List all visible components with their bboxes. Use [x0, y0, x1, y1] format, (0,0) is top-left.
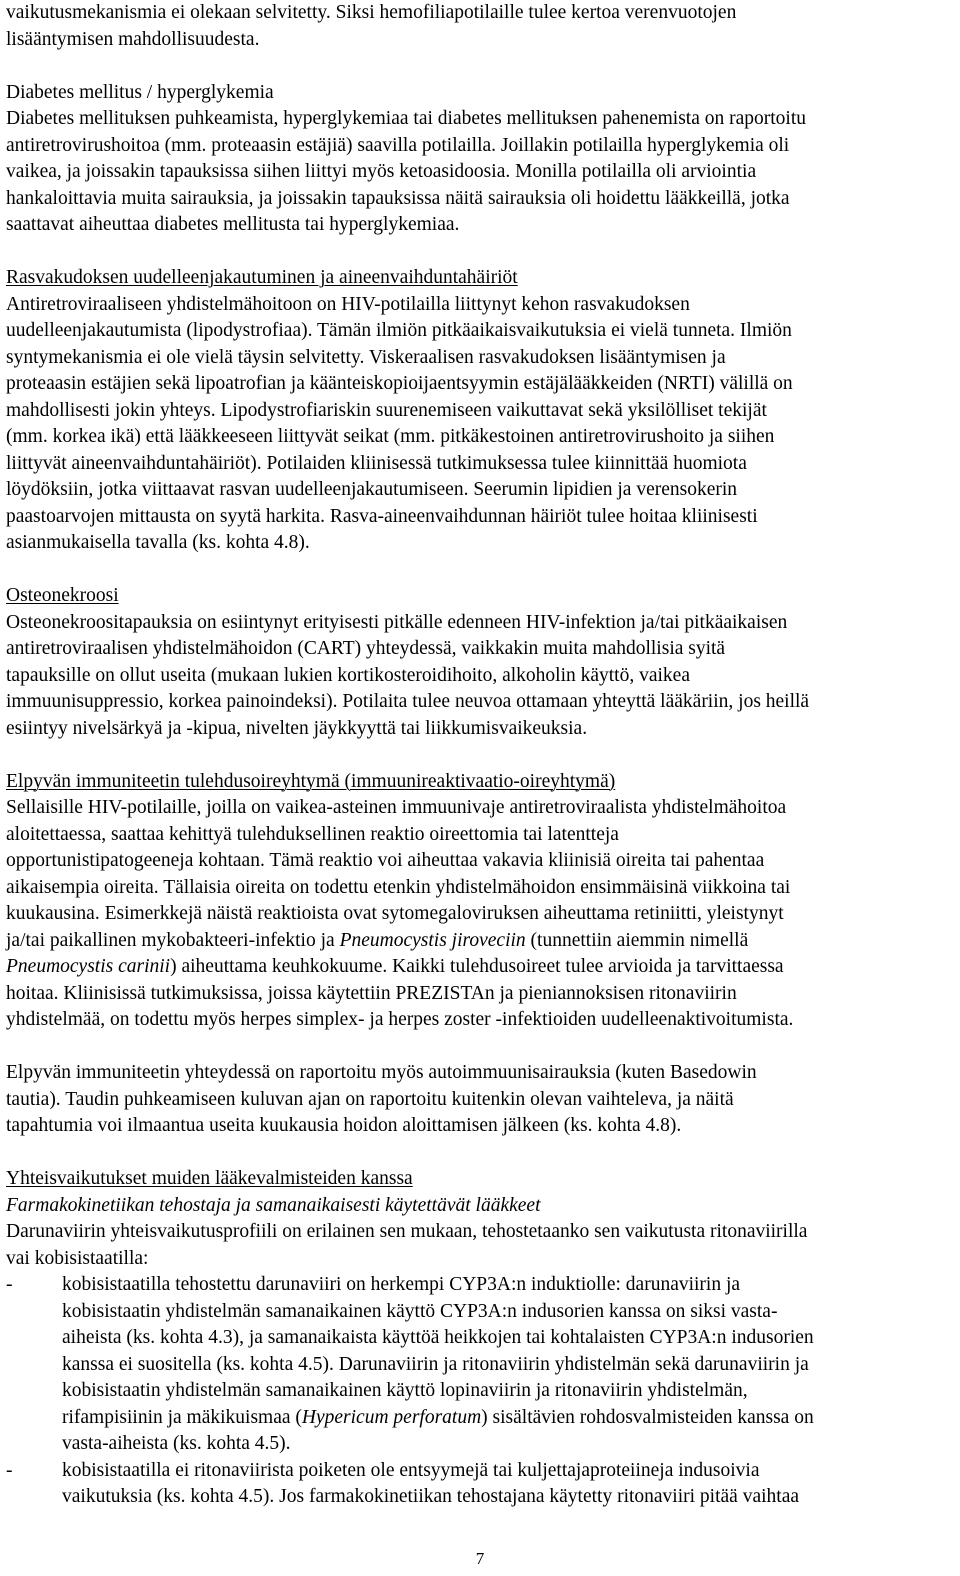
- text-line: aloitettaessa, saattaa kehittyä tulehduksellinen reaktio oireettomia tai latentteja: [6, 823, 619, 845]
- page-number: 7: [475, 1549, 485, 1568]
- text-run: ) aiheuttama keuhkokuume. Kaikki tulehdusoireet tulee arvioida ja tarvittaessa: [170, 956, 784, 977]
- text-line: hoitaa. Kliinisissä tutkimuksissa, joissa käytettiin PREZISTAn ja pieniannoksisen ritonaviirin: [6, 982, 737, 1004]
- text-line: hankaloittavia muita sairauksia, ja joissakin tapauksissa näitä sairauksia oli hoidettu lääkkeillä, jotka: [6, 187, 790, 209]
- list-item: [6, 1458, 952, 1511]
- text-line: kuukausina. Esimerkkejä näistä reaktioista ovat sytomegaloviruksen aiheuttama retiniitti, yleistynyt: [6, 903, 784, 924]
- text-line: antiretroviraalisen yhdistelmähoidon (CART) yhteydessä, vaikkakin muita mahdollisia syitä: [6, 638, 726, 659]
- list-dash: -: [6, 1459, 13, 1481]
- interactions-subheading: Farmakokinetiikan tehostaja ja samanaikaisesti käytettävät lääkkeet: [6, 1194, 541, 1216]
- intro-paragraph: [6, 0, 952, 53]
- text-line: Sellaisille HIV-potilaille, joilla on vaikea-asteinen immuunivaje antiretroviraalista yhdistelmähoitoa: [6, 797, 787, 818]
- text-line: Darunaviirin yhteisvaikutusprofiili on erilainen sen mukaan, tehostetaanko sen vaikutusta ritonaviirilla: [6, 1221, 808, 1242]
- text-run: ) sisältävien rohdosvalmisteiden kanssa on: [481, 1406, 814, 1428]
- interactions-heading: Yhteisvaikutukset muiden lääkevalmisteiden kanssa: [6, 1168, 413, 1189]
- diabetes-heading: Diabetes mellitus / hyperglykemia: [6, 81, 274, 103]
- text-line: tapauksille on ollut useita (mukaan lukien kortikosteroidihoito, alkoholin käyttö, vaikea: [6, 664, 690, 686]
- text-line: Elpyvän immuniteetin yhteydessä on raportoitu myös autoimmuunisairauksia (kuten Basedowin: [6, 1062, 757, 1083]
- species-name: Pneumocystis jiroveciin: [339, 929, 526, 951]
- text-line: vaikutuksia (ks. kohta 4.5). Jos farmakokinetiikan tehostajana käytetty ritonaviiri pitää vaihtaa: [62, 1486, 800, 1507]
- species-name: Pneumocystis carinii: [6, 956, 171, 977]
- text-line: vasta-aiheista (ks. kohta 4.5).: [62, 1433, 291, 1454]
- text-line: [6, 954, 952, 981]
- text-line: kobisistaatin yhdistelmän samanaikainen käyttö CYP3A:n indusorien kanssa on siksi vasta-: [62, 1300, 778, 1322]
- text-line: opportunistipatogeeneja kohtaan. Tämä reaktio voi aiheuttaa vakavia kliinisiä oireita tai pahentaa: [6, 850, 765, 871]
- text-line: [6, 928, 952, 955]
- text-line: Antiretroviraaliseen yhdistelmähoitoon on HIV-potilailla liittynyt kehon rasvakudoksen: [6, 293, 690, 315]
- text-line: (mm. korkea ikä) että lääkkeeseen liittyvät seikat (mm. pitkäkestoinen antiretrovirushoito ja siihen: [6, 426, 775, 447]
- text-line: aiheista (ks. kohta 4.3), ja samanaikaista käyttöä heikkojen tai kohtalaisten CYP3A:n indusorien: [62, 1327, 814, 1348]
- text-line: tapahtumia voi ilmaantua useita kuukausia hoidon aloittamisen jälkeen (ks. kohta 4.8).: [6, 1115, 682, 1136]
- text-line: Diabetes mellituksen puhkeamista, hyperglykemiaa tai diabetes mellituksen pahenemista on raportoitu: [6, 108, 807, 129]
- text-line: vai kobisistaatilla:: [6, 1247, 149, 1269]
- lipodystrophy-section: [6, 265, 952, 557]
- text-line: liittyvät aineenvaihduntahäiriöt). Potilaiden kliinisessä tutkimuksessa tulee kiinnittää huomiota: [6, 452, 747, 474]
- interactions-section: [6, 1166, 952, 1511]
- text-line: mahdollisesti jokin yhteys. Lipodystrofiariskin suurenemiseen vaikuttavat sekä yksilölliset tekijät: [6, 399, 767, 421]
- iris-heading: Elpyvän immuniteetin tulehdusoireyhtymä (immuunireaktivaatio-oireyhtymä): [6, 770, 616, 792]
- text-line: [62, 1405, 952, 1432]
- text-run: ja/tai paikallinen mykobakteeri-infektio ja: [6, 929, 340, 951]
- text-line: löydöksiin, jotka viittaavat rasvan uudelleenjakautumiseen. Seerumin lipidien ja verensokerin: [6, 479, 738, 500]
- text-run: (tunnettiin aiemmin nimellä: [525, 929, 749, 951]
- text-line: lisääntymisen mahdollisuudesta.: [6, 28, 260, 50]
- text-line: yhdistelmää, on todettu myös herpes simplex- ja herpes zoster -infektioiden uudelleenaktivoitumista.: [6, 1009, 794, 1030]
- text-line: vaikea, ja joissakin tapauksissa siihen liittyi myös ketoasidoosia. Monilla potilailla oli arviointia: [6, 161, 757, 182]
- text-line: kanssa ei suositella (ks. kohta 4.5). Darunaviirin ja ritonaviirin yhdistelmän sekä darunaviirin ja: [62, 1353, 809, 1375]
- diabetes-section: [6, 80, 952, 239]
- text-line: immuunisuppressio, korkea painoindeksi). Potilaita tulee neuvoa ottamaan yhteyttä lääkäriin, jos heillä: [6, 691, 810, 712]
- text-line: proteaasin estäjien sekä lipoatrofian ja käänteiskopioijaentsyymin estäjälääkkeiden (NRTI) välillä on: [6, 373, 793, 394]
- text-line: antiretrovirushoitoa (mm. proteaasin estäjiä) saavilla potilailla. Joillakin potilailla hyperglykemia oli: [6, 134, 790, 156]
- text-line: syntymekanismia ei ole vielä täysin selvitetty. Viskeraalisen rasvakudoksen lisääntymisen ja: [6, 346, 726, 368]
- text-line: paastoarvojen mittausta on syytä harkita. Rasva-aineenvaihdunnan häiriöt tulee hoitaa kliinisesti: [6, 505, 758, 527]
- iris-section: [6, 769, 952, 1140]
- list-item: [6, 1272, 952, 1458]
- text-line: saattavat aiheuttaa diabetes mellitusta tai hyperglykemiaa.: [6, 214, 460, 235]
- text-line: esiintyy nivelsärkyä ja -kipua, nivelten jäykkyyttä tai liikkumisvaikeuksia.: [6, 717, 588, 739]
- list-dash: -: [6, 1274, 13, 1295]
- document-page: [6, 0, 952, 1511]
- text-line: Osteonekroositapauksia on esiintynyt erityisesti pitkälle edenneen HIV-infektion ja/tai pitkäaikaisen: [6, 611, 788, 633]
- text-line: aikaisempia oireita. Tällaisia oireita on todettu etenkin yhdistelmähoidon ensimmäisinä viikkoina tai: [6, 876, 791, 898]
- lipodystrophy-heading: Rasvakudoksen uudelleenjakautuminen ja aineenvaihduntahäiriöt: [6, 267, 518, 288]
- text-run: rifampisiinin ja mäkikuismaa (: [62, 1406, 302, 1428]
- text-line: kobisistaatilla tehostettu darunaviiri on herkempi CYP3A:n induktiolle: darunaviirin ja: [62, 1274, 741, 1295]
- text-line: kobisistaatin yhdistelmän samanaikainen käyttö lopinaviirin ja ritonaviirin yhdistelmän,: [62, 1380, 748, 1401]
- species-name: Hypericum perforatum: [301, 1406, 482, 1428]
- text-line: asianmukaisella tavalla (ks. kohta 4.8).: [6, 532, 310, 553]
- text-line: kobisistaatilla ei ritonaviirista poiketen ole entsyymejä tai kuljettajaproteiineja indusoivia: [62, 1459, 760, 1481]
- text-line: vaikutusmekanismia ei olekaan selvitetty. Siksi hemofiliapotilaille tulee kertoa verenvuotojen: [6, 2, 737, 23]
- text-line: tautia). Taudin puhkeamiseen kuluvan ajan on raportoitu kuitenkin olevan vaihteleva, ja näitä: [6, 1088, 734, 1110]
- osteonecrosis-heading: Osteonekroosi: [6, 585, 119, 606]
- text-line: uudelleenjakautumista (lipodystrofiaa). Tämän ilmiön pitkäaikaisvaikutuksia ei vielä tunneta. Ilmiön: [6, 320, 792, 341]
- osteonecrosis-section: [6, 583, 952, 742]
